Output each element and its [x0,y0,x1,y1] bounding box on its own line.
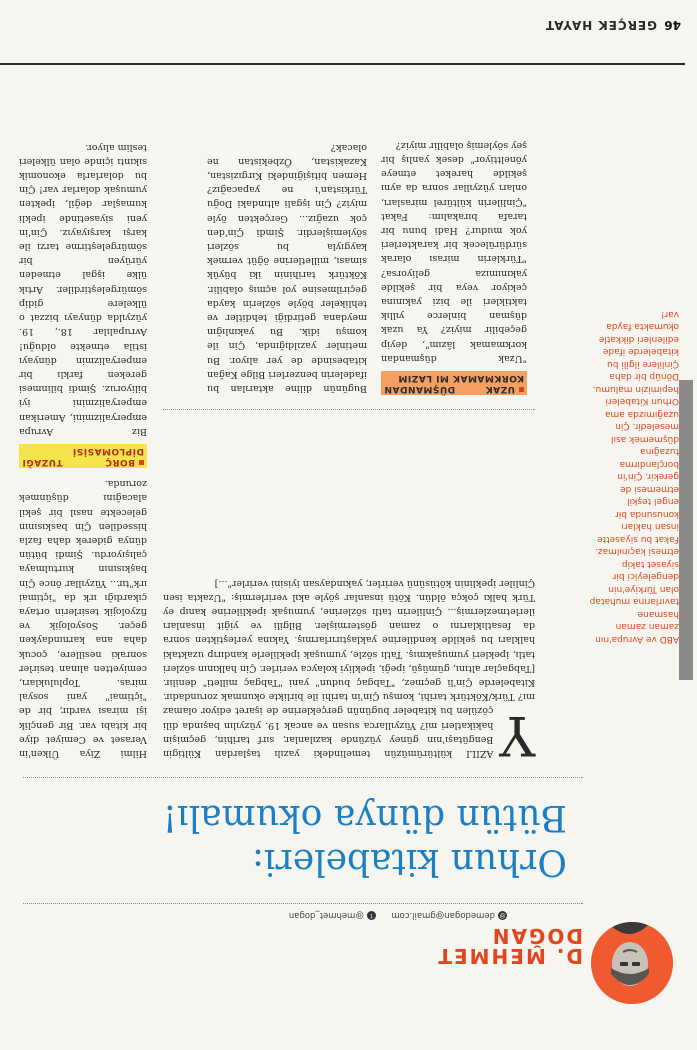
subheading-marker [139,460,144,465]
author-name-line2: DOĞAN [490,924,583,948]
page-number: 46 [664,18,681,32]
author-email[interactable]: demedogan@gmail.com [391,910,495,920]
col2-paragraph-2: Biz Avrupa emperyalizmini, Amerikan emperyalizmini iyi biliyoruz. Şimdi bilinmesi gereken farklı bir emperyalizmin dünyayı istila etmekte olduğu! Avrupalılar 18., 19. yüzyılda dünyayı bizzat o ülkelere gidip sömürgeleştirdiler. Artık ülke işgal etmeden yürüyen bir sömürgeleştirme tarzı ile karşı karşıyayız. Çin'in yeni siyasetinde ipekli kumaşlar değil, ipekten yumuşak dolarlar var! Çin bu dolarlarla ekonomik sıkıntı içinde olan ülkeleri teslim alıyor. [19,141,147,437]
subheading-marker [519,387,524,392]
headline-line1: Orhun kitabeleri: [252,841,567,882]
author-contact [289,910,507,920]
sidebar-accent-bar [679,380,693,680]
col2-paragraph-1: Hilmi Ziya Ülken'in Veraset ve Cemiyet diye bir kitabı var. Bir gençlik işi mirası vardır, bir de "içtimai" yani sosyal miras. Toplulukları, cemiyetten alınan tesirler sonraki nesillere, çocuk daha ana karnındayken geçer. Sosyolojik ve fizyolojik tesirlerin ortaya çıkardığı ırk da "içtimai ırk"tır... Yüzyıllar önce Çin başkısının kurtulmaya çalışıyordu. Şimdi bütün dünya giderek daha fazla hissedilen Çin baskısının gelecekte nasıl bir şekil alacağını düşünmek zorunda. [19,478,147,759]
author-portrait-icon [591,922,673,1004]
drop-cap: Y [499,704,535,767]
twitter-icon: t [367,911,376,920]
article-column-3 [207,139,367,395]
col1-paragraph: AZILI kültürümüzün temelindeki yazılı taşlardan Kültigin Bengütaşı'nın güney yüzünde kazılanlar, sırf tarihin, geçmişin hakikatleri mi? Yüzyıllarca susan ve ancak 19. yüzyılın başında dili çözülen bu kitabeler bugünün gerçeklerine de işaret ediyor olamaz mı? Türk/Köktürk tarihi, komşu Çin'in tarihi ile birlikte okunmak zorundadır. Kitabelerde Çin'li geçmez, "Tabgaç budun" yani "Tabgaç milleti" denilir. [Tabgaçlar altını, gümüşü, ipeği, ipekliyi kolayca verirler. Çin halkının sözleri tatlı, ipekleri yumuşakmış. Tatlı sözle, yumuşak ipeklilerle kandırıp uzaktaki halkları bu şekilde kendilerine yaklaştırırlarmış. Yakına yerleştikten sonra da fesatlıklarını o zaman göstermişler. Bilgili ve yiğit insanları ilerletmezlermiş... Çinlilerin tatlı sözlerine, yumuşak ipeklilerine kanıp ey Türk halkı çokça öldün. Kötü insanlar şöyle akıl verirlermiş: "Uzakta isen Çinliler ipeklinin kötüsünü verirler, yakındaysan iyisini verirler"...] [163,577,535,759]
subheading-far-enemy [381,371,527,395]
article-column-1 [163,575,535,767]
col3-paragraph-1: Bugünün diline aktarılan bu ifadelerin benzerleri Bilge Kağan kitabesinde de yer alıyor. Bu metinler yazıldığında, Çin ile komşu idik. Bu yakınlığın meydana getirdiği tehditler ve tehlikeler böyle sözlerin kayda geçirilmesine yol açmış olabilir. Köktürk tarihinin iki büyük siması, milletlerine öğüt vermek kaygıyla bu sözleri söylemişlerdir. Şimdi Çin'den çok uzağız... Gerçekten öyle miyiz? Çin işgali altındaki Doğu Türkistan'ı ne yapacağız? Hemen bitişiğindeki Kırgızistan, Kazakistan, Özbekistan ne olacak? [207,141,367,394]
author-avatar [591,922,673,1004]
running-head: GERÇEK HAYAT [544,18,657,32]
pull-quote: ABD ve Avrupa'nın zaman zaman hasmane tavırlarına muhatap olan Türkiye'nin dengeleyici bir siyaset takip etmesi kaçınılmaz. Fakat bu siyasette insan hakları konusunda bir engel teşkil etmemesi de gerekir. Çin'in borçlandırma tuzağına düşmemek asıl meseledir. Çin uzağımızda ama Orhun Kitabeleri hepimizin malumu. Dönüp bir daha Çinlilere ilgili bu kitabelerde ifade edilenleri dikkatle okumakta fayda var! [589,309,679,644]
column-divider [163,409,535,410]
article-column-2 [19,139,147,760]
author-name-line1: D. MEHMET [436,944,583,968]
headline-line2: Bütün dünya okumalı! [162,797,567,838]
article-column-3b [381,138,527,395]
subheading-debt-trap-text: BORÇ TUZAĞI DİPLOMASİSİ [22,445,144,467]
headline-divider [23,777,583,778]
col3-paragraph-2: "Uzak düşmandan korkmamak lâzım", deyip geçebilir miyiz? Ya uzak düşman binlerce yıllık taktikleri ile bizi yakınına çekiyor veya bir şekilde yakınımıza geliyorsa? "Türklerin mirası olarak sürdürülecek bir karakterleri yok mudur? Hadi bunu bir tarafa bırakalım: Fakat "Çinlilerin kültürel mirasları, onları yüzyıllar sonra da aynı şekilde hareket etmeye yönelttiyor" desek yanlış bir şey söylemiş olabilir miyiz? [381,139,527,364]
email-icon: @ [499,912,506,919]
header-rule [0,63,685,65]
subheading-far-enemy-text: UZAK DÜŞMANDAN KORKMAMAK MI LAZIM [384,373,524,394]
author-divider [23,903,583,904]
subheading-debt-trap [19,444,147,468]
author-twitter[interactable]: @mehmet_dogan [288,910,364,920]
